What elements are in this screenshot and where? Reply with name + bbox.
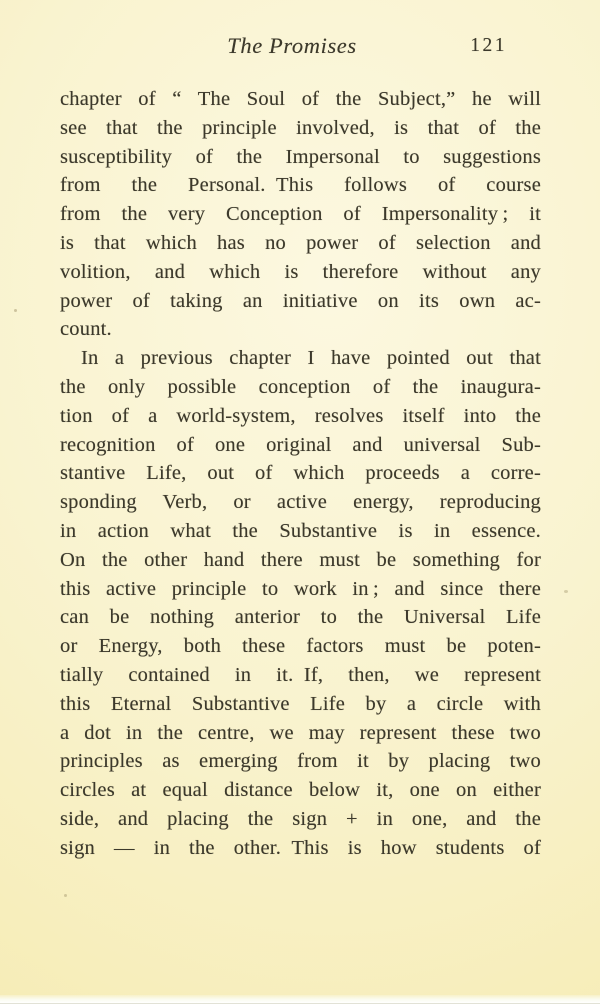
text-line: can be nothing anterior to the Universal Life: [60, 606, 541, 629]
text-line: susceptibility of the Impersonal to suggestions: [60, 145, 541, 168]
text-line: or Energy, both these factors must be poten-: [60, 635, 541, 658]
text-line: chapter of “ The Soul of the Subject,” he will: [60, 88, 541, 110]
text-line: circles at equal distance below it, one on either: [60, 779, 541, 802]
text-line: from the very Conception of Impersonality ; it: [60, 203, 541, 226]
text-line: sign — in the other. This is how students of: [60, 836, 541, 859]
text-line: tially contained in it. If, then, we represent: [60, 663, 541, 686]
paper-speck: [564, 590, 568, 593]
page-number: 121: [470, 35, 507, 56]
text-line: this Eternal Substantive Life by a circle with: [60, 692, 541, 715]
text-line: tion of a world-system, resolves itself into the: [60, 404, 541, 427]
text-line: in action what the Substantive is in essence.: [60, 519, 541, 542]
text-line: power of taking an initiative on its own ac-: [60, 289, 541, 312]
running-head: The Promises: [227, 33, 357, 58]
text-line: recognition of one original and universal Sub-: [60, 433, 541, 456]
scan-edge-strip: [0, 995, 600, 1004]
text-line: side, and placing the sign + in one, and the: [60, 807, 541, 830]
text-line: On the other hand there must be something for: [60, 548, 541, 571]
page-header: [0, 33, 600, 63]
text-line: stantive Life, out of which proceeds a corre-: [60, 462, 541, 485]
text-line: volition, and which is therefore without any: [60, 260, 541, 283]
text-line: the only possible conception of the inaugura-: [60, 375, 541, 398]
text-line: principles as emerging from it by placing two: [60, 750, 541, 773]
text-line: count.: [60, 318, 112, 341]
text-line: a dot in the centre, we may represent these two: [60, 721, 541, 744]
text-block: [60, 85, 541, 863]
text-line: sponding Verb, or active energy, reproducing: [60, 491, 541, 514]
text-line: In a previous chapter I have pointed out that: [81, 347, 541, 370]
text-line: is that which has no power of selection and: [60, 231, 541, 254]
paper-speck: [64, 894, 67, 897]
text-line: from the Personal. This follows of course: [60, 174, 541, 197]
text-line: see that the principle involved, is that of the: [60, 116, 541, 139]
paper-speck: [14, 309, 17, 312]
text-line: this active principle to work in ; and since there: [60, 577, 541, 600]
